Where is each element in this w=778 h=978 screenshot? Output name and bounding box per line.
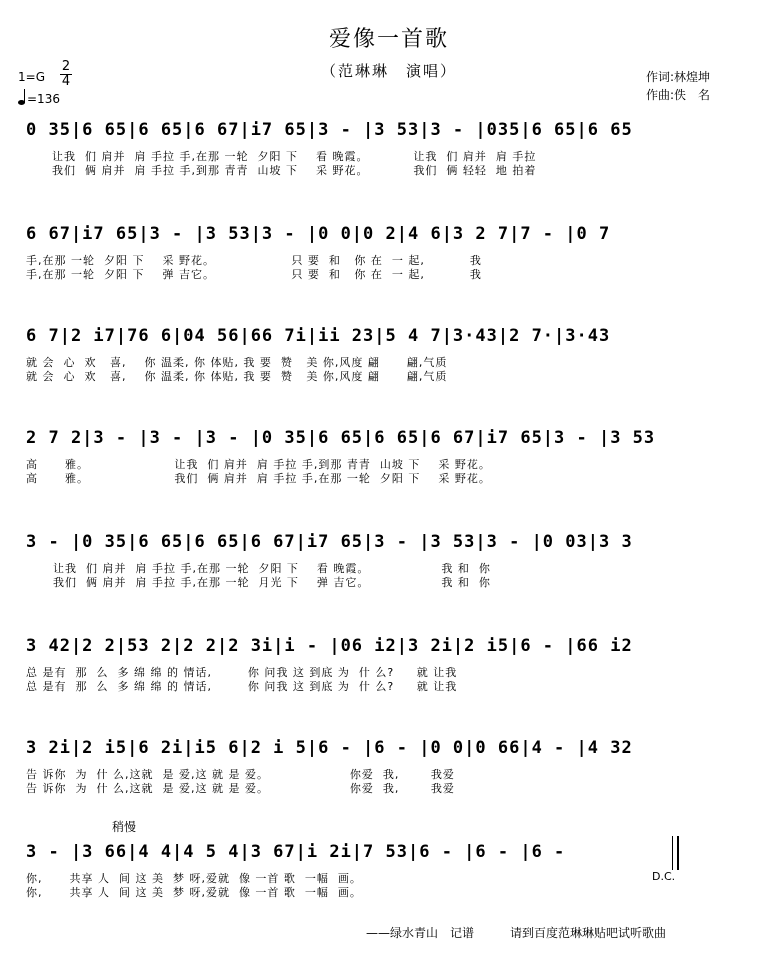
lyric-verse-1: 让我 们 肩并 肩 手拉 手,在那 一轮 夕阳 下 看 晚霞。 我 和 你 (26, 562, 491, 575)
notation: 0 35|6 65|6 65|6 67|i7 65|3 - |3 53|3 - |035|6 65|6 65 (26, 120, 633, 140)
lyric-verse-1: 让我 们 肩并 肩 手拉 手,在那 一轮 夕阳 下 看 晚霞。 让我 们 肩并 肩 手拉 (52, 150, 537, 163)
lyric-verse-2: 告 诉你 为 什 么,这就 是 爱,这 就 是 爱。 你爱 我, 我爱 (26, 782, 455, 795)
time-signature (60, 60, 72, 89)
lyric-verse-2: 你, 共享 人 间 这 美 梦 呀,爱就 像 一首 歌 一幅 画。 (26, 886, 362, 899)
lyric-verse-2: 高 雅。 我们 俩 肩并 肩 手拉 手,在那 一轮 夕阳 下 采 野花。 (26, 472, 491, 485)
notation: 3 2i|2 i5|6 2i|i5 6|2 i 5|6 - |6 - |0 0|0 66|4 - |4 32 (26, 738, 633, 758)
transcriber-credit: ——绿水青山 记谱 (366, 926, 475, 940)
key-signature: 1=G (18, 70, 45, 84)
notation: 6 7|2 i7|76 6|04 56|66 7i|ii 23|5 4 7|3·43|2 7·|3·43 (26, 326, 611, 346)
tempo-slow-marking: 稍慢 (112, 820, 137, 834)
final-barline-thin (672, 836, 673, 870)
tempo-value: =136 (27, 92, 60, 106)
lyric-verse-2: 总 是有 那 么 多 绵 绵 的 情话, 你 问我 这 到底 为 什 么? 就 让我 (26, 680, 458, 693)
notation: 3 - |3 66|4 4|4 5 4|3 67|i 2i|7 53|6 - |6 - |6 - (26, 842, 577, 862)
notation: 2 7 2|3 - |3 - |3 - |0 35|6 65|6 65|6 67|i7 65|3 - |3 53 (26, 428, 656, 448)
notation: 3 42|2 2|53 2|2 2|2 3i|i - |06 i2|3 2i|2 i5|6 - |66 i2 (26, 636, 633, 656)
lyricist-credit: 作词:林煌坤 (646, 70, 711, 84)
lyric-verse-1: 手,在那 一轮 夕阳 下 采 野花。 只 要 和 你 在 一 起, 我 (26, 254, 482, 267)
lyric-verse-2: 就 会 心 欢 喜, 你 温柔, 你 体贴, 我 要 赞 美 你,风度 翩 翩,气质 (26, 370, 448, 383)
lyric-verse-2: 我们 俩 肩并 肩 手拉 手,到那 青青 山坡 下 采 野花。 我们 俩 轻轻 地 拍着 (52, 164, 537, 177)
notation: 6 67|i7 65|3 - |3 53|3 - |0 0|0 2|4 6|3 2 7|7 - |0 7 (26, 224, 611, 244)
final-barline-thick (677, 836, 679, 870)
da-capo-marking: D.C. (652, 870, 676, 883)
composer-credit: 作曲:佚 名 (646, 88, 711, 102)
lyric-verse-1: 就 会 心 欢 喜, 你 温柔, 你 体贴, 我 要 赞 美 你,风度 翩 翩,气质 (26, 356, 448, 369)
promo-text: 请到百度范琳琳贴吧试听歌曲 (510, 926, 667, 940)
tempo-marking (18, 92, 60, 106)
lyric-verse-1: 高 雅。 让我 们 肩并 肩 手拉 手,到那 青青 山坡 下 采 野花。 (26, 458, 491, 471)
lyric-verse-1: 你, 共享 人 间 这 美 梦 呀,爱就 像 一首 歌 一幅 画。 (26, 872, 362, 885)
song-subtitle: （范琳琳 演唱） (320, 62, 457, 80)
quarter-note-icon (18, 100, 25, 105)
time-signature-top: 2 (61, 59, 71, 74)
lyric-verse-1: 告 诉你 为 什 么,这就 是 爱,这 就 是 爱。 你爱 我, 我爱 (26, 768, 455, 781)
lyric-verse-1: 总 是有 那 么 多 绵 绵 的 情话, 你 问我 这 到底 为 什 么? 就 让我 (26, 666, 458, 679)
lyric-verse-2: 手,在那 一轮 夕阳 下 弹 吉它。 只 要 和 你 在 一 起, 我 (26, 268, 482, 281)
time-signature-bottom: 4 (61, 74, 71, 89)
lyric-verse-2: 我们 俩 肩并 肩 手拉 手,在那 一轮 月光 下 弹 吉它。 我 和 你 (26, 576, 491, 589)
song-title: 爱像一首歌 (328, 27, 449, 52)
notation: 3 - |0 35|6 65|6 65|6 67|i7 65|3 - |3 53|3 - |0 03|3 3 (26, 532, 633, 552)
